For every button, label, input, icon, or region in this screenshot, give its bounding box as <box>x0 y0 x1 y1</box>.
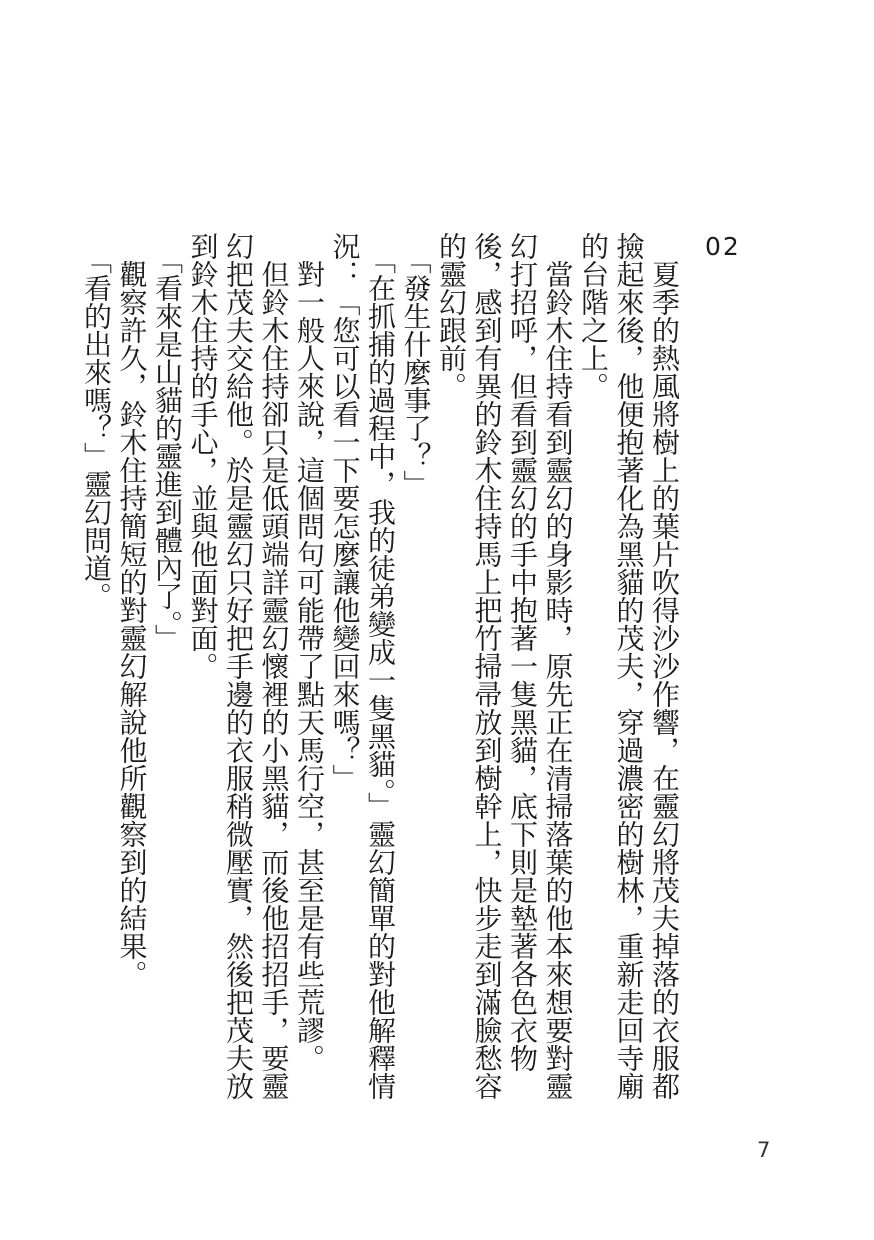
paragraph: 對一般人來說，這個問句可能帶了點天馬行空，甚至是有些荒謬。 <box>293 232 326 1072</box>
paragraph: 觀察許久，鈴木住持簡短的對靈幻解說他所觀察到的結果。 <box>115 232 149 988</box>
paragraph: 「看來是山貓的靈進到體內了。」 <box>151 232 184 652</box>
page-number: 7 <box>757 1138 771 1162</box>
paragraph: 「發生什麼事了？」 <box>399 232 433 498</box>
paragraph: 但鈴木住持卻只是低頭端詳靈幻懷裡的小黑貓，而後他招招手，要靈幻把茂夫交給他。於是靈幻只好把手邊的衣服稍微壓實，然後把茂夫放到鈴木住持的手心，並與他面對面。 <box>186 232 291 1100</box>
paragraph: 夏季的熱風將樹上的葉片吹得沙沙作響，在靈幻將茂夫掉落的衣服都撿起來後，他便抱著化為黑貓的茂夫，穿過濃密的樹林，重新走回寺廟的台階之上。 <box>577 232 681 1100</box>
vertical-body-text <box>79 232 683 1112</box>
paragraph: 「看的出來嗎？」靈幻問道。 <box>80 232 113 610</box>
paragraph: 當鈴木住持看到靈幻的身影時，原先正在清掃落葉的他本來想要對靈幻打招呼，但看到靈幻的手中抱著一隻黑貓，底下則是墊著各色衣物後，感到有異的鈴木住持馬上把竹掃帚放到樹幹上，快步走到滿臉愁容的靈幻跟前。 <box>435 232 575 1100</box>
paragraph: 「在抓捕的過程中，我的徒弟變成一隻黑貓。」靈幻簡單的對他解釋情況：「您可以看一下要怎麼讓他變回來嗎？」 <box>328 232 397 1100</box>
chapter-number: 02 <box>705 232 741 261</box>
